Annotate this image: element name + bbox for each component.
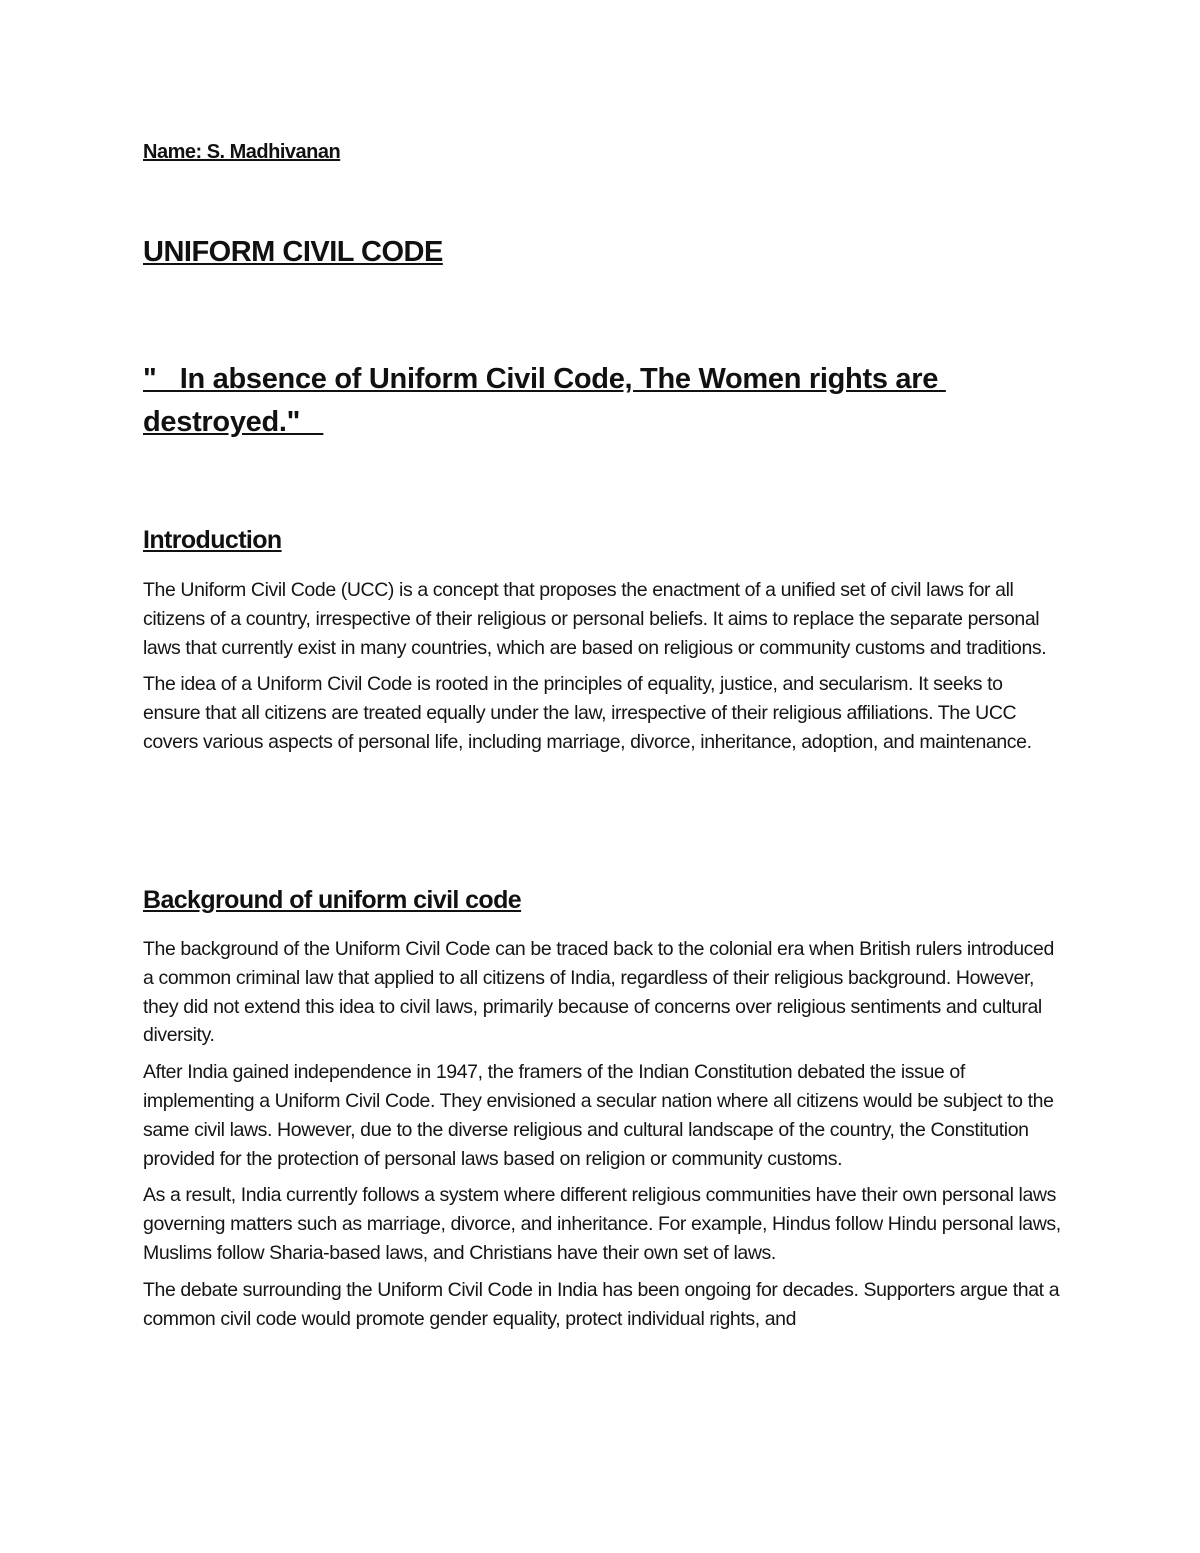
paragraph: The idea of a Uniform Civil Code is rooted in the principles of equality, justice, and secularism. It seeks to ensure that all citizens are treated equally under the law, irrespective of their religious affiliations. The UCC covers various aspects of personal life, including marriage, divorce, inheritance, adoption, and maintenance. <box>143 673 1032 753</box>
paragraph: The background of the Uniform Civil Code can be traced back to the colonial era when British rulers introduced a common criminal law that applied to all citizens of India, regardless of their religious background. However, they did not extend this idea to civil laws, primarily because of concerns over religious sentiments and cultural diversity. <box>143 938 1054 1047</box>
section-heading-introduction: Introduction <box>143 526 282 554</box>
section-heading-background: Background of uniform civil code <box>143 886 522 914</box>
section-introduction <box>143 576 1063 765</box>
paragraph: After India gained independence in 1947, the framers of the Indian Constitution debated the issue of implementing a Uniform Civil Code. They envisioned a secular nation where all citizens would be subject to the same civil laws. However, due to the diverse religious and cultural landscape of the country, the Constitution provided for the protection of personal laws based on religion or community customs. <box>143 1061 1054 1170</box>
document-title: UNIFORM CIVIL CODE <box>143 236 443 268</box>
section-background <box>143 935 1063 1341</box>
quote-heading: " In absence of Uniform Civil Code, The Women rights are destroyed." <box>143 363 946 438</box>
paragraph: The Uniform Civil Code (UCC) is a concept that proposes the enactment of a unified set of civil laws for all citizens of a country, irrespective of their religious or personal beliefs. It aims to replace the separate personal laws that currently exist in many countries, which are based on religious or community customs and traditions. <box>143 579 1047 659</box>
paragraph: As a result, India currently follows a system where different religious communities have their own personal laws governing matters such as marriage, divorce, and inheritance. For example, Hindus follow Hindu personal laws, Muslims follow Sharia-based laws, and Christians have their own set of laws. <box>143 1184 1061 1264</box>
author-name: Name: S. Madhivanan <box>143 141 341 163</box>
paragraph: The debate surrounding the Uniform Civil Code in India has been ongoing for decades. Supporters argue that a common civil code would promote gender equality, protect individual rights, and <box>143 1278 1060 1330</box>
